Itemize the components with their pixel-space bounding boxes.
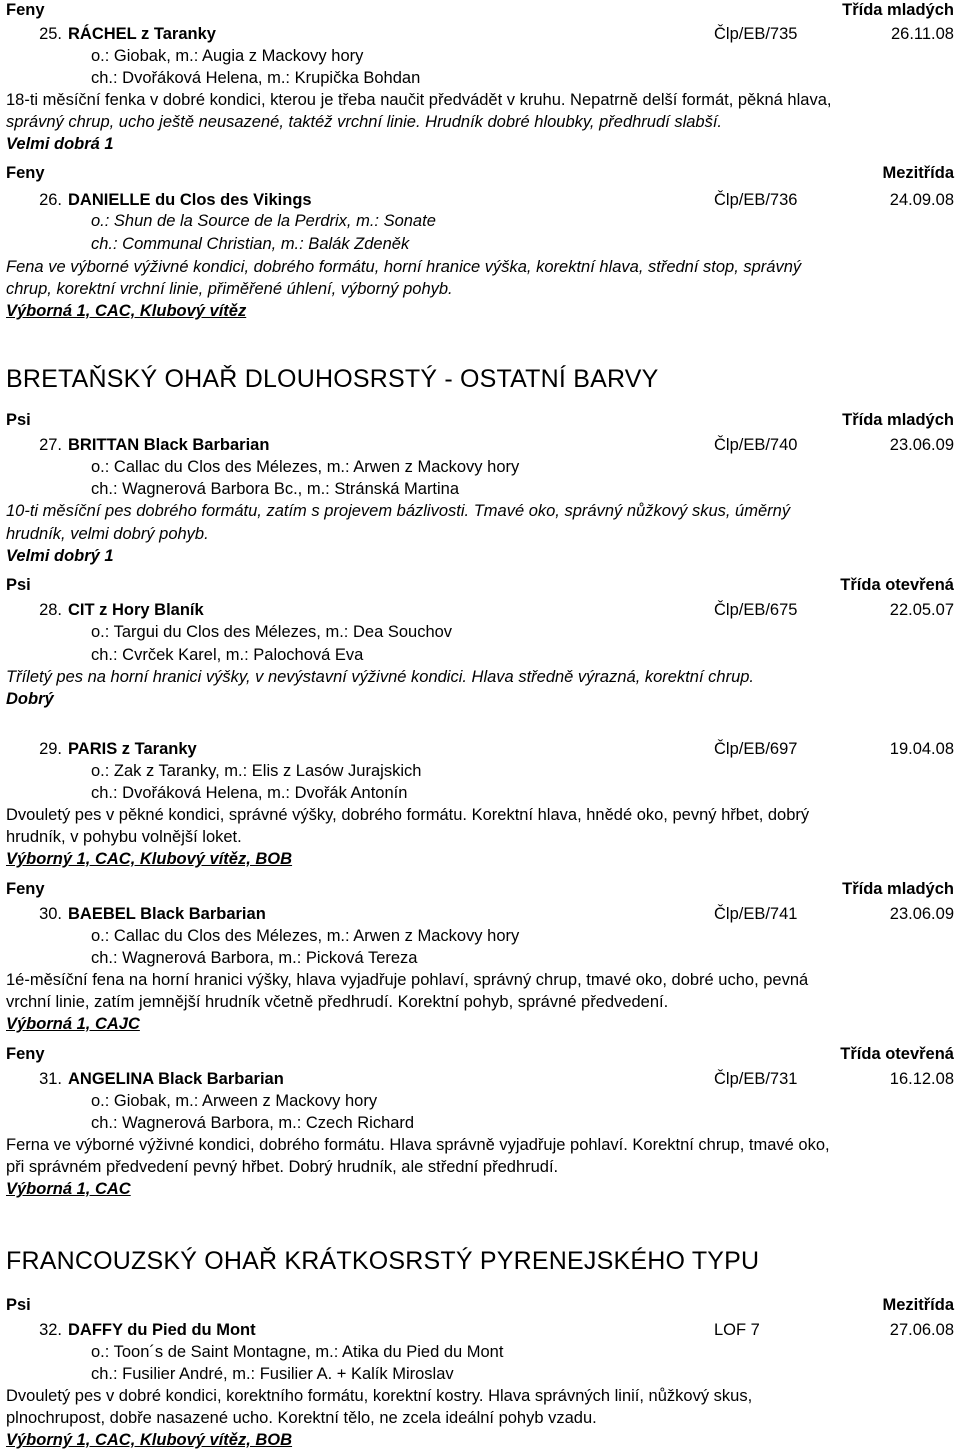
- sex-label: Feny: [6, 164, 45, 182]
- entry-row: [6, 435, 954, 455]
- entry-row: [6, 904, 954, 924]
- result-text: Výborná 1, CAC: [6, 1180, 131, 1198]
- description-line: [6, 90, 954, 110]
- description-line: hrudník, v pohybu volnější loket.: [6, 828, 242, 846]
- entry-number: 25.: [39, 25, 62, 43]
- sex-label: Psi: [6, 576, 31, 594]
- registration-number: Člp/EB/735: [714, 25, 798, 43]
- entry-row: [6, 24, 954, 44]
- description-line: 1é-měsíční fena na horní hranici výšky, hlava vyjadřuje pohlaví, správný chrup, tmavé oko, dobré ucho, pevná: [6, 971, 809, 989]
- dog-name: RÁCHEL z Taranky: [68, 25, 216, 43]
- registration-number: Člp/EB/740: [714, 436, 798, 454]
- parents-line: o.: Targui du Clos des Mélezes, m.: Dea Souchov: [91, 623, 453, 641]
- parents-line: o.: Giobak, m.: Arween z Mackovy hory: [91, 1092, 378, 1110]
- parents-line: o.: Zak z Taranky, m.: Elis z Lasów Jurajskich: [91, 762, 422, 780]
- dog-name: BRITTAN Black Barbarian: [68, 436, 270, 454]
- breeder-owner-line: ch.: Wagnerová Barbora Bc., m.: Stránská Martina: [91, 480, 460, 498]
- class-label: Mezitřída: [882, 1296, 954, 1314]
- description-line: při správném předvedení pevný hřbet. Dobrý hrudník, ale střední předhrudí.: [6, 1158, 559, 1176]
- result-text: Výborná 1, CAJC: [6, 1015, 140, 1033]
- result-text: Výborný 1, CAC, Klubový vítěz, BOB: [6, 850, 293, 868]
- entry-row: [6, 600, 954, 620]
- registration-number: Člp/EB/736: [714, 191, 798, 209]
- entry-row: [6, 1069, 954, 1089]
- birth-date: 22.05.07: [889, 601, 954, 619]
- class-header: [6, 410, 954, 430]
- birth-date: 23.06.09: [889, 436, 954, 454]
- description-line: 10-ti měsíční pes dobrého formátu, zatím s projevem bázlivosti. Tmavé oko, správný nůžkový skus, úměrný: [6, 502, 791, 520]
- dog-name: DANIELLE du Clos des Vikings: [68, 191, 312, 209]
- entry-number: 28.: [39, 601, 62, 619]
- breed-section-title: FRANCOUZSKÝ OHAŘ KRÁTKOSRSTÝ PYRENEJSKÉHO TYPU: [6, 1247, 760, 1275]
- description-line: chrup, korektní vrchní linie, přiměřené úhlení, výborný pohyb.: [6, 280, 453, 298]
- breeder-owner-line: ch.: Wagnerová Barbora, m.: Picková Tereza: [91, 949, 418, 967]
- dog-name: CIT z Hory Blaník: [68, 601, 204, 619]
- birth-date: 16.12.08: [889, 1070, 954, 1088]
- class-label: Třída mladých: [842, 1, 954, 19]
- birth-date: 27.06.08: [889, 1321, 954, 1339]
- parents-line: o.: Giobak, m.: Augia z Mackovy hory: [91, 47, 364, 65]
- parents-line: o.: Toon´s de Saint Montagne, m.: Atika du Pied du Mont: [91, 1343, 504, 1361]
- description-line: správný chrup, ucho ještě neusazené, taktéž vrchní linie. Hrudník dobré hloubky, předhrudí slabší.: [6, 113, 723, 131]
- birth-date: 23.06.09: [889, 905, 954, 923]
- dog-name: ANGELINA Black Barbarian: [68, 1070, 284, 1088]
- class-label: Třída mladých: [842, 411, 954, 429]
- result-text: Výborná 1, CAC, Klubový vítěz: [6, 302, 247, 320]
- birth-date: 24.09.08: [889, 191, 954, 209]
- breeder-owner-line: ch.: Communal Christian, m.: Balák Zdeněk: [91, 235, 410, 253]
- result-text: Dobrý: [6, 690, 54, 708]
- breeder-owner-line: ch.: Dvořáková Helena, m.: Dvořák Antonín: [91, 784, 408, 802]
- class-label: Třída otevřená: [840, 576, 954, 594]
- dog-name: DAFFY du Pied du Mont: [68, 1321, 256, 1339]
- description-text: 18-ti měsíční fenka v dobré kondici, kterou je třeba naučit předvádět v kruhu. Nepatrně delší formát, pěkná hlava,: [6, 91, 832, 109]
- class-header: [6, 163, 954, 183]
- breeder-owner-line: ch.: Wagnerová Barbora, m.: Czech Richard: [91, 1114, 415, 1132]
- parents-line: o.: Callac du Clos des Mélezes, m.: Arwen z Mackovy hory: [91, 927, 520, 945]
- entry-number: 30.: [39, 905, 62, 923]
- class-label: Třída otevřená: [840, 1045, 954, 1063]
- entry-row: [6, 1320, 954, 1340]
- description-line: Fena ve výborné výživné kondici, dobrého formátu, horní hranice výška, korektní hlava, střední stop, správný: [6, 258, 802, 276]
- class-header: [6, 0, 954, 20]
- description-line: Dvouletý pes v pěkné kondici, správné výšky, dobrého formátu. Korektní hlava, hnědé oko, pevný hřbet, dobrý: [6, 806, 810, 824]
- registration-number: Člp/EB/675: [714, 601, 798, 619]
- parents-line: o.: Callac du Clos des Mélezes, m.: Arwen z Mackovy hory: [91, 458, 520, 476]
- sex-label: Psi: [6, 411, 31, 429]
- result-text: Výborný 1, CAC, Klubový vítěz, BOB: [6, 1431, 293, 1449]
- registration-number: Člp/EB/731: [714, 1070, 798, 1088]
- result-text: Velmi dobrá 1: [6, 135, 114, 153]
- description-line: plnochrupost, dobře nasazené ucho. Korektní tělo, ne zcela ideální pohyb vzadu.: [6, 1409, 597, 1427]
- description-line: Ferna ve výborné výživné kondici, dobrého formátu. Hlava správně vyjadřuje pohlaví. Korektní chrup, tmavé oko,: [6, 1136, 830, 1154]
- breed-section-title: BRETAŇSKÝ OHAŘ DLOUHOSRSTÝ - OSTATNÍ BARVY: [6, 365, 659, 393]
- entry-number: 29.: [39, 740, 62, 758]
- entry-number: 26.: [39, 191, 62, 209]
- registration-number: Člp/EB/697: [714, 740, 798, 758]
- breeder-owner-line: ch.: Dvořáková Helena, m.: Krupička Bohdan: [91, 69, 421, 87]
- birth-date: 19.04.08: [889, 740, 954, 758]
- parents-line: o.: Shun de la Source de la Perdrix, m.: Sonate: [91, 212, 436, 230]
- entry-row: [6, 190, 954, 210]
- description-line: vrchní linie, zatím jemnější hrudník včetně předhrudí. Korektní pohyb, správné předvedení.: [6, 993, 669, 1011]
- birth-date: 26.11.08: [890, 25, 954, 43]
- description-line: Dvouletý pes v dobré kondici, korektního formátu, korektní kostry. Hlava správných linií, nůžkový skus,: [6, 1387, 753, 1405]
- entry-number: 32.: [39, 1321, 62, 1339]
- registration-number: Člp/EB/741: [714, 905, 798, 923]
- result-text: Velmi dobrý 1: [6, 547, 114, 565]
- sex-label: Feny: [6, 1045, 45, 1063]
- class-header: [6, 879, 954, 899]
- entry-row: [6, 739, 954, 759]
- description-line: Tříletý pes na horní hranici výšky, v nevýstavní výživné kondici. Hlava středně výrazná, korektní chrup.: [6, 668, 755, 686]
- breeder-owner-line: ch.: Fusilier André, m.: Fusilier A. + Kalík Miroslav: [91, 1365, 454, 1383]
- dog-name: PARIS z Taranky: [68, 740, 197, 758]
- class-label: Mezitřída: [882, 164, 954, 182]
- class-header: [6, 575, 954, 595]
- entry-number: 27.: [39, 436, 62, 454]
- class-header: [6, 1044, 954, 1064]
- description-line: hrudník, velmi dobrý pohyb.: [6, 525, 209, 543]
- class-label: Třída mladých: [842, 880, 954, 898]
- breeder-owner-line: ch.: Cvrček Karel, m.: Palochová Eva: [91, 646, 364, 664]
- class-header: [6, 1295, 954, 1315]
- sex-label: Psi: [6, 1296, 31, 1314]
- sex-label: Feny: [6, 880, 45, 898]
- registration-number: LOF 7: [714, 1321, 760, 1339]
- sex-label: Feny: [6, 1, 45, 19]
- dog-name: BAEBEL Black Barbarian: [68, 905, 266, 923]
- entry-number: 31.: [39, 1070, 62, 1088]
